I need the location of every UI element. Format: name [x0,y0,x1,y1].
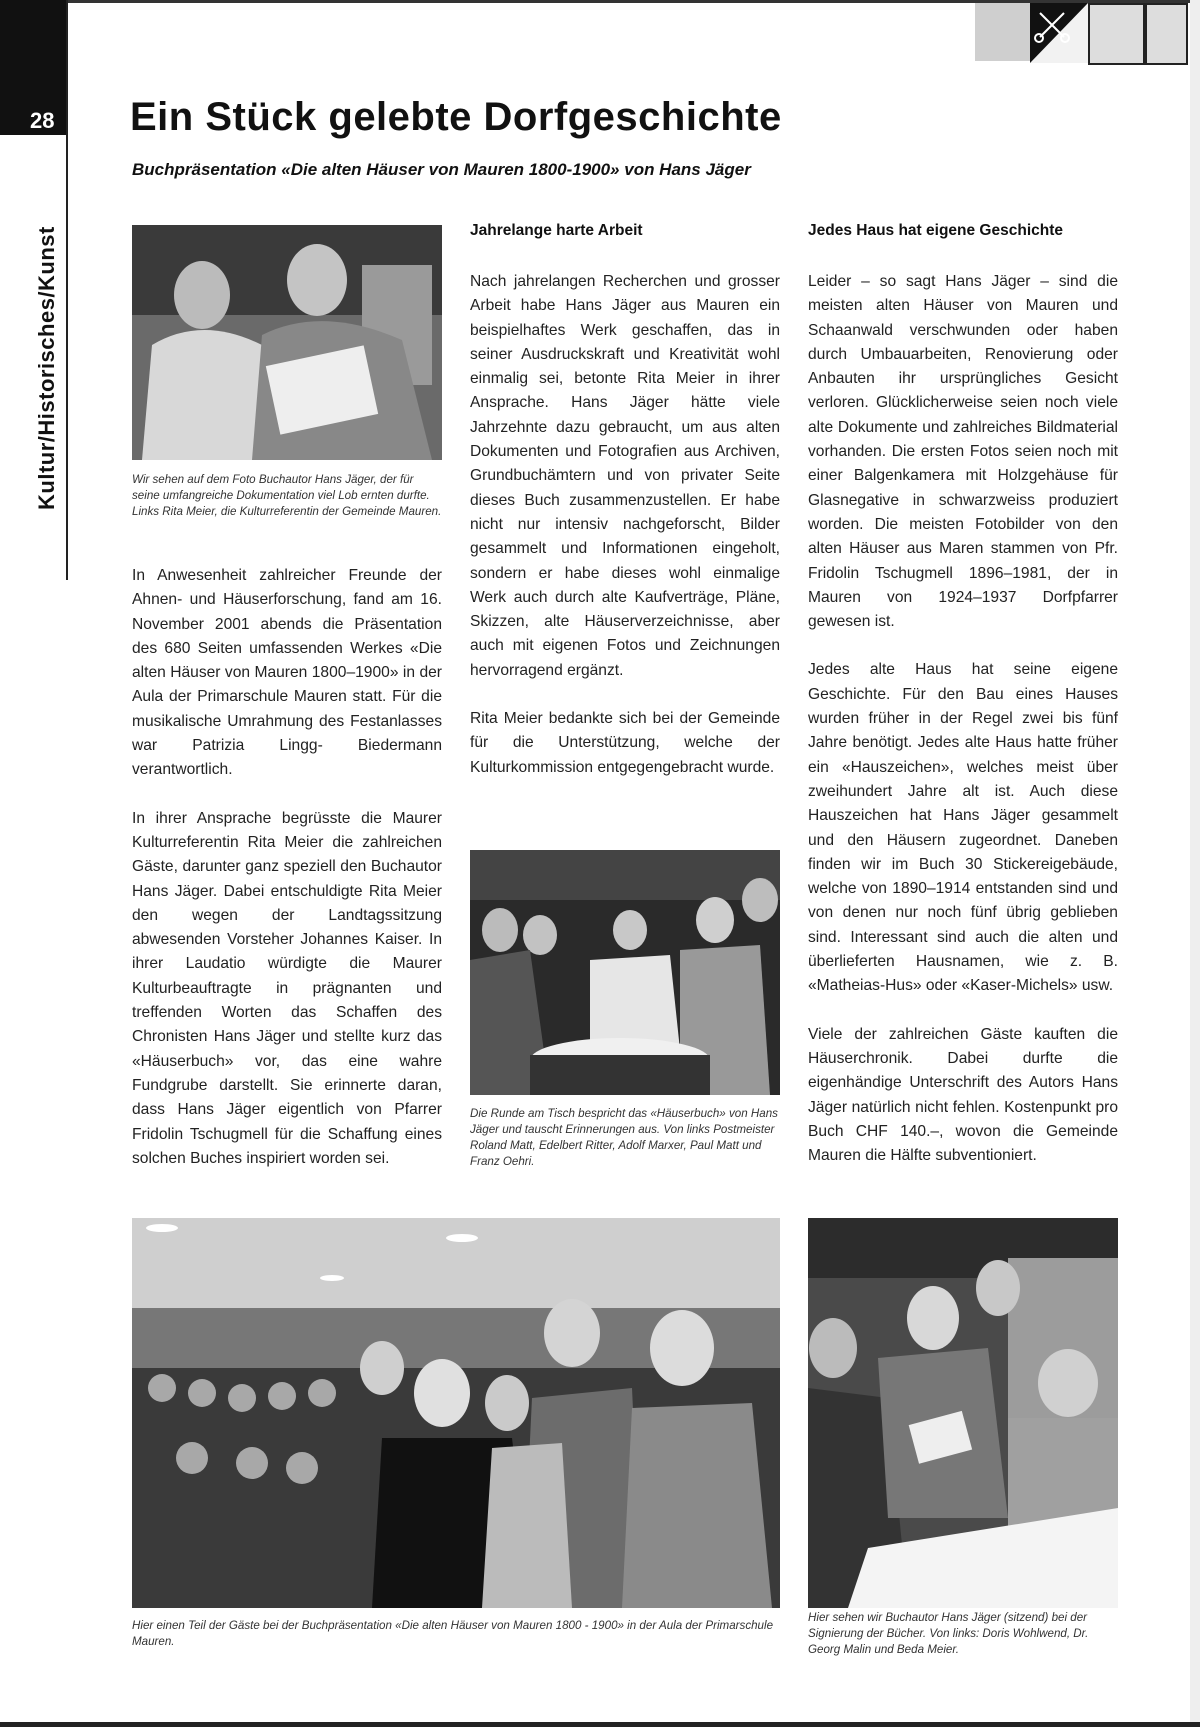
crossed-keys-icon [1030,3,1088,63]
col3-paragraph: Jedes alte Haus hat seine eigene Geschichte. Für den Bau eines Hauses wurden früher in der Regel zwei bis fünf Jahre benötigt. Jedes alte Haus hatte früher ein «Hauszeichen», welches meist über zweihundert Jahre alt ist. Auch diese Hauszeichen hat Hans Jäger gesammelt und den Häusern zugeordnet. Daneben finden wir im Buch 30 Stickereigebäude, welche von 1890–1914 entstanden sind und von denen nur noch fünf übrig geblieben sind. Interessant sind auch die alten und überlieferten Hausnamen, wie z. B. «Matheias-Hus» oder «Kaser-Michels» usw. [808,661,1118,995]
photo4-caption: Hier sehen wir Buchautor Hans Jäger (sitzend) bei der Signierung der Bücher. Von links: Doris Wohlwend, Dr. Georg Malin und Beda Meier. [808,1611,1089,1656]
photo-author-portrait [132,225,442,460]
photo-guests-audience [132,1218,780,1608]
header-tint [975,3,1035,61]
section-label: Kultur/Historisches/Kunst [34,226,59,510]
photo3-caption: Hier einen Teil der Gäste bei der Buchpräsentation «Die alten Häuser von Mauren 1800 - 1900» in der Aula der Primarschule Mauren. [132,1619,774,1648]
right-border [1190,0,1200,1727]
col2-paragraph: Rita Meier bedankte sich bei der Gemeinde für die Unterstützung, welche der Kulturkommission entgegengebracht wurde. [470,710,780,776]
photo-book-signing [808,1218,1118,1608]
page-subtitle: Buchpräsentation «Die alten Häuser von Mauren 1800-1900» von Hans Jäger [132,160,751,179]
column-2-heading: Jahrelange harte Arbeit [470,222,643,239]
page-title: Ein Stück gelebte Dorfgeschichte [130,95,782,139]
col3-paragraph: Viele der zahlreichen Gäste kauften die Häuserchronik. Dabei durfte die eigenhändige Unterschrift des Autors Hans Jäger natürlich nicht fehlen. Kostenpunkt pro Buch CHF 140.–, wovon die Gemeinde Mauren die Hälfte subventioniert. [808,1025,1118,1165]
header-boxes [1088,3,1188,63]
photo1-caption: Wir sehen auf dem Foto Buchautor Hans Jäger, der für seine umfangreiche Dokumentation viel Lob ernten durfte. Links Rita Meier, die Kulturreferentin der Gemeinde Mauren. [132,473,442,518]
column-2 [470,270,780,804]
col3-paragraph: Leider – so sagt Hans Jäger – sind die meisten alten Häuser von Mauren und Schaanwald verschwunden oder haben durch Umbauarbeiten, Renovierung oder Anbauten ihr ursprüngliches Gesicht verloren. Glücklicherweise seien noch viele alte Dokumente und zahlreiches Bildmaterial vorhanden. Die ersten Fotos seien noch mit einer Balgenkamera mit Holzgehäuse für Glasnegative in schwarzweiss produziert worden. Die meisten Fotobilder von den alten Häuser aus Maren stammen von Pfr. Fridolin Tschugmell 1896–1981, der in Mauren von 1924–1937 Dorfpfarrer gewesen ist. [808,273,1118,631]
page-number: 28 [30,108,55,133]
col1-paragraph: In ihrer Ansprache begrüsste die Maurer Kulturreferentin Rita Meier die zahlreichen Gäste, darunter ganz speziell den Buchautor Hans Jäger. Dabei entschuldigte Rita Meier den wegen der Landtagssitzung abwesenden Vorsteher Johannes Kaiser. In ihrer Laudatio würdigte die Maurer Kulturbeauftragte in prägnanten und treffenden Worten das Schaffen des Chronisten Hans Jäger und stellte kurz das «Häuserbuch» vor, das eine wahre Fundgrube darstellt. Sie erinnerte daran, dass Hans Jäger eigentlich von Pfarrer Fridolin Tschugmell für die Schaffung eines solchen Buches inspiriert worden sei. [132,809,442,1167]
col1-paragraph: In Anwesenheit zahlreicher Freunde der Ahnen- und Häuserforschung, fand am 16. November 2001 abends die Präsentation des 680 Seiten umfassenden Werkes «Die alten Häuser von Mauren 1800–1900» in der Aula der Primarschule Mauren statt. Für die musikalische Umrahmung des Festanlasses war Patrizia Lingg- Biedermann verantwortlich. [132,567,442,779]
bottom-border [0,1722,1200,1727]
col2-paragraph: Nach jahrelangen Recherchen und grosser Arbeit habe Hans Jäger aus Mauren ein beispielhaftes Werk geschaffen, das in seiner Ausdruckskraft und Kreativität wohl einmalig sei, betonte Rita Meier in ihrer Ansprache. Hans Jäger hätte viele Jahrzehnte dazu gebraucht, um aus alten Dokumenten und Fotografien aus Archiven, Grundbuchämtern und von privater Seite dieses Buch zusammenzustellen. Er habe nicht nur intensiv nachgeforscht, Bilder gesammelt und Informationen eingeholt, sondern er habe dieses wohl einmalige Werk auch durch alte Kaufverträge, Pläne, Skizzen, alte Häuserverzeichnisse, aber auch mit eigenen Fotos und Zeichnungen hervorragend ergänzt. [470,273,780,679]
column-3-heading: Jedes Haus hat eigene Geschichte [808,222,1063,239]
photo-table-round [470,850,780,1095]
photo2-caption: Die Runde am Tisch bespricht das «Häuserbuch» von Hans Jäger und tauscht Erinnerungen aus. Von links Postmeister Roland Matt, Edelbert Ritter, Adolf Marxer, Paul Matt und Franz Oehri. [470,1107,778,1168]
column-1 [132,564,442,1195]
column-3 [808,270,1118,1192]
